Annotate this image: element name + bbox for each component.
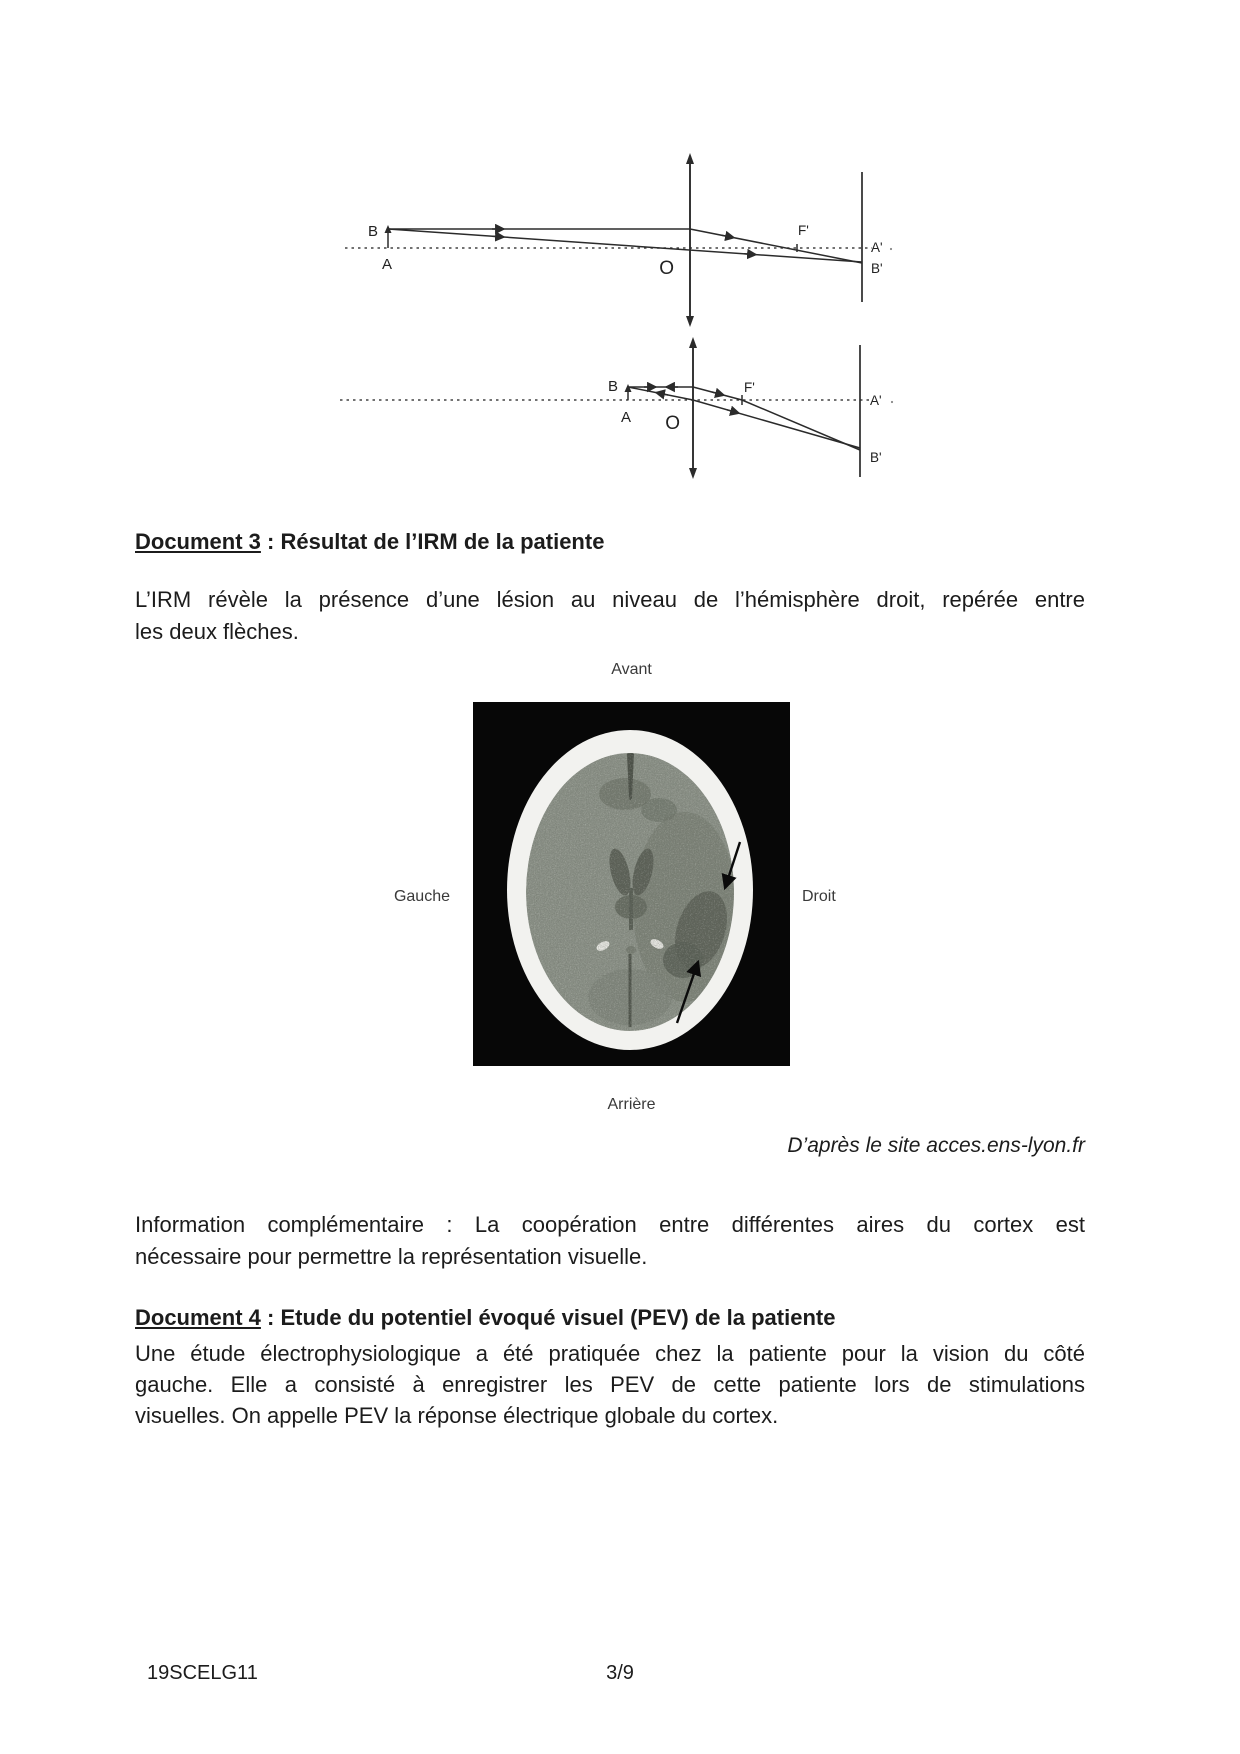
ray-through-center-1 bbox=[388, 229, 862, 262]
attribution: D’après le site acces.ens-lyon.fr bbox=[787, 1134, 1085, 1157]
info-paragraph-line: Information complémentaire : La coopération entre différentes aires du cortex est bbox=[135, 1212, 1085, 1237]
lens-diagram-1 bbox=[345, 153, 892, 327]
label-A-1: A bbox=[381, 256, 393, 273]
ray-refracted-1 bbox=[690, 229, 862, 263]
doc3-paragraph bbox=[135, 584, 1085, 647]
brain-scan-graphic bbox=[473, 702, 790, 1066]
label-A-2: A bbox=[620, 409, 632, 426]
doc4-paragraph-line: Une étude électrophysiologique a été pratiquée chez la patiente pour la vision du côté bbox=[135, 1341, 1085, 1366]
doc4-heading-label: Document 4 bbox=[135, 1305, 261, 1330]
mri-label-right: Droit bbox=[802, 888, 836, 905]
info-paragraph bbox=[135, 1209, 1085, 1272]
mri-image bbox=[473, 702, 790, 1066]
lens-ray-diagrams bbox=[300, 145, 900, 480]
doc3-heading bbox=[135, 527, 604, 557]
mri-label-bottom: Arrière bbox=[607, 1096, 656, 1113]
lens-diagram-2 bbox=[340, 337, 893, 479]
label-Fprime-1: F' bbox=[798, 223, 809, 238]
lens-diagram-svg bbox=[300, 145, 900, 480]
doc3-heading-rest: : Résultat de l’IRM de la patiente bbox=[260, 529, 605, 554]
label-O-2: O bbox=[665, 413, 680, 434]
label-O-1: O bbox=[659, 258, 674, 279]
mri-label-left: Gauche bbox=[393, 888, 450, 905]
doc3-paragraph-line: L’IRM révèle la présence d’une lésion au niveau de l’hémisphère droit, repérée entre bbox=[135, 587, 1085, 612]
doc3-heading-label: Document 3 bbox=[135, 529, 261, 554]
ray-through-center-2 bbox=[628, 387, 860, 448]
label-Fprime-2: F' bbox=[744, 380, 755, 395]
info-paragraph-line: nécessaire pour permettre la représentation visuelle. bbox=[135, 1243, 648, 1269]
doc4-paragraph bbox=[135, 1338, 1085, 1431]
label-Bprime-1: B' bbox=[871, 261, 883, 276]
label-Aprime-1: A' bbox=[871, 240, 883, 255]
footer-reference: 19SCELG11 bbox=[147, 1662, 258, 1684]
doc4-paragraph-line: visuelles. On appelle PEV la réponse électrique globale du cortex. bbox=[135, 1403, 779, 1428]
doc4-paragraph-line: gauche. Elle a consisté à enregistrer les PEV de cette patiente lors de stimulations bbox=[135, 1372, 1085, 1397]
doc3-paragraph-line: les deux flèches. bbox=[135, 618, 299, 644]
label-Bprime-2: B' bbox=[870, 450, 882, 465]
label-B-2: B bbox=[607, 378, 618, 395]
label-Aprime-2: A' bbox=[870, 393, 882, 408]
doc4-heading bbox=[135, 1303, 835, 1333]
footer-page-number: 3/9 bbox=[606, 1662, 634, 1684]
doc4-heading-rest: : Etude du potentiel évoqué visuel (PEV) de la patiente bbox=[260, 1305, 836, 1330]
mri-label-top: Avant bbox=[611, 661, 652, 678]
label-B-1: B bbox=[367, 223, 378, 240]
